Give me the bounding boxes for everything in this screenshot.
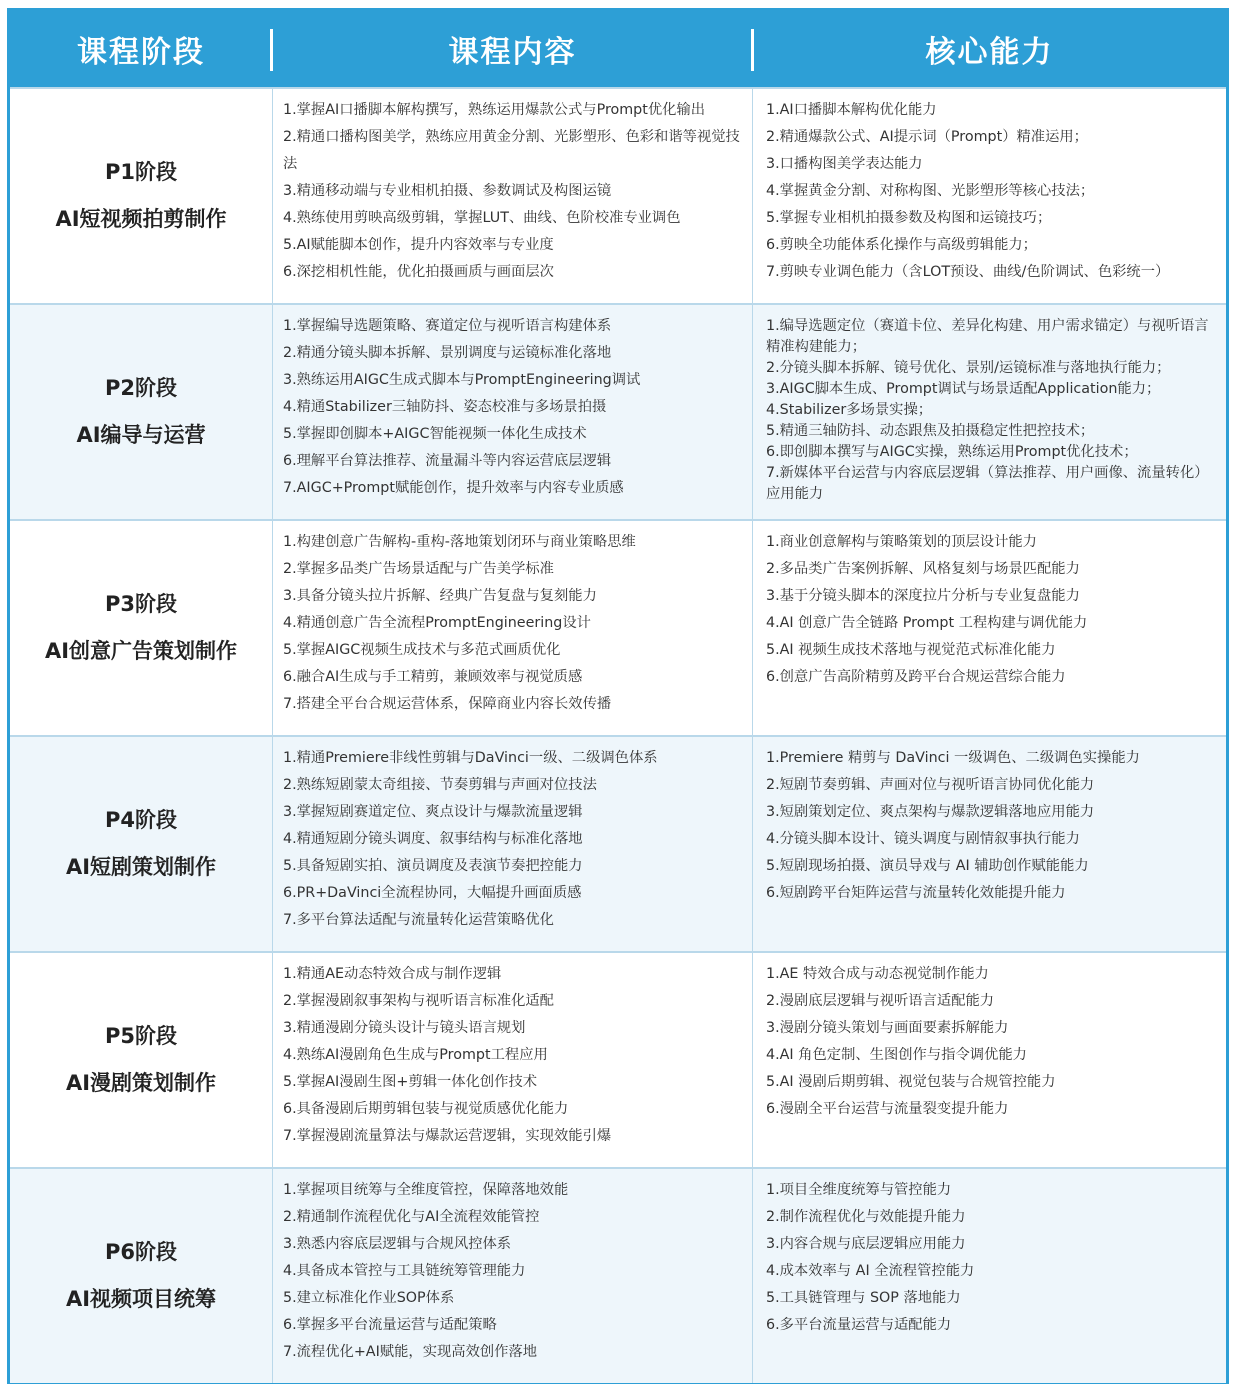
content-cell [272,305,753,519]
content-item: 5.AI赋能脚本创作，提升内容效率与专业度 [283,237,554,253]
content-cell [272,521,753,735]
ability-item: 5.工具链管理与 SOP 落地能力 [766,1290,961,1306]
content-item: 1.构建创意广告解构-重构-落地策划闭环与商业策略思维 [283,534,636,550]
ability-item: 1.AE 特效合成与动态视觉制作能力 [766,966,989,982]
ability-item: 3.基于分镜头脚本的深度拉片分析与专业复盘能力 [766,588,1080,604]
content-item: 2.熟练短剧蒙太奇组接、节奏剪辑与声画对位技法 [283,777,597,793]
stage-code: P5阶段 [104,1024,177,1048]
content-item: 2.精通口播构图美学，熟练应用黄金分割、光影塑形、色彩和谐等视觉技法 [283,129,740,172]
table-row [10,303,1226,519]
stage-cell [10,953,273,1167]
content-item: 7.AIGC+Prompt赋能创作，提升效率与内容专业质感 [283,480,624,496]
content-item: 3.掌握短剧赛道定位、爽点设计与爆款流量逻辑 [283,804,583,820]
ability-item: 6.剪映全功能体系化操作与高级剪辑能力； [766,237,1037,253]
content-item: 7.流程优化+AI赋能，实现高效创作落地 [283,1344,538,1360]
ability-cell [753,1169,1226,1383]
ability-item: 4.AI 创意广告全链路 Prompt 工程构建与调优能力 [766,615,1088,631]
content-item: 2.精通分镜头脚本拆解、景别调度与运镜标准化落地 [283,345,612,361]
content-item: 5.建立标准化作业SOP体系 [283,1290,455,1306]
ability-cell [753,521,1226,735]
stage-name: AI漫剧策划制作 [65,1071,217,1095]
ability-item: 1.项目全维度统筹与管控能力 [766,1182,952,1198]
table-row [10,735,1226,951]
ability-cell [753,89,1226,303]
table-row [10,87,1226,303]
ability-item: 5.AI 漫剧后期剪辑、视觉包装与合规管控能力 [766,1074,1056,1090]
content-item: 4.精通Stabilizer三轴防抖、姿态校准与多场景拍摄 [283,399,607,415]
ability-item: 7.剪映专业调色能力（含LOT预设、曲线/色阶调试、色彩统一） [766,264,1170,280]
ability-cell [753,953,1226,1167]
ability-item: 3.口播构图美学表达能力 [766,156,923,172]
content-item: 1.精通Premiere非线性剪辑与DaVinci一级、二级调色体系 [283,750,658,766]
content-item: 5.掌握AIGC视频生成技术与多范式画质优化 [283,642,561,658]
stage-code: P1阶段 [104,160,177,184]
stage-name: AI短剧策划制作 [65,855,217,879]
content-item: 1.精通AE动态特效合成与制作逻辑 [283,966,502,982]
stage-cell [10,89,273,303]
table-row [10,1167,1226,1383]
ability-item: 5.精通三轴防抖、动态跟焦及拍摄稳定性把控技术； [766,423,1095,439]
content-item: 5.具备短剧实拍、演员调度及表演节奏把控能力 [283,858,583,874]
content-item: 3.熟练运用AIGC生成式脚本与PromptEngineering调试 [283,372,641,388]
content-item: 7.多平台算法适配与流量转化运营策略优化 [283,912,554,928]
ability-item: 5.掌握专业相机拍摄参数及构图和运镜技巧； [766,210,1052,226]
stage-name: AI创意广告策划制作 [44,639,238,663]
stage-code: P3阶段 [104,592,177,616]
content-item: 1.掌握编导选题策略、赛道定位与视听语言构建体系 [283,318,612,334]
content-cell [272,1169,753,1383]
stage-code: P2阶段 [104,376,177,400]
content-item: 6.掌握多平台流量运营与适配策略 [283,1317,497,1333]
ability-item: 2.多品类广告案例拆解、风格复刻与场景匹配能力 [766,561,1080,577]
content-item: 4.熟练AI漫剧角色生成与Prompt工程应用 [283,1047,548,1063]
content-item: 4.精通短剧分镜头调度、叙事结构与标准化落地 [283,831,583,847]
ability-item: 6.漫剧全平台运营与流量裂变提升能力 [766,1101,1009,1117]
ability-item: 2.精通爆款公式、AI提示词（Prompt）精准运用； [766,129,1088,145]
ability-item: 2.短剧节奏剪辑、声画对位与视听语言协同优化能力 [766,777,1095,793]
ability-item: 4.掌握黄金分割、对称构图、光影塑形等核心技法； [766,183,1095,199]
content-item: 3.精通漫剧分镜头设计与镜头语言规划 [283,1020,526,1036]
content-item: 3.精通移动端与专业相机拍摄、参数调试及构图运镜 [283,183,612,199]
ability-item: 3.AIGC脚本生成、Prompt调试与场景适配Application能力； [766,381,1161,397]
content-item: 1.掌握项目统筹与全维度管控，保障落地效能 [283,1182,569,1198]
content-item: 7.掌握漫剧流量算法与爆款运营逻辑，实现效能引爆 [283,1128,612,1144]
content-item: 3.熟悉内容底层逻辑与合规风控体系 [283,1236,512,1252]
ability-item: 2.分镜头脚本拆解、镜号优化、景别/运镜标准与落地执行能力； [766,360,1171,376]
ability-item: 4.Stabilizer多场景实操； [766,402,933,418]
ability-item: 6.短剧跨平台矩阵运营与流量转化效能提升能力 [766,885,1066,901]
content-item: 5.掌握AI漫剧生图+剪辑一体化创作技术 [283,1074,538,1090]
stage-name: AI编导与运营 [76,423,206,447]
table-row [10,951,1226,1167]
ability-item: 6.多平台流量运营与适配能力 [766,1317,952,1333]
content-item: 4.精通创意广告全流程PromptEngineering设计 [283,615,591,631]
content-item: 6.深挖相机性能，优化拍摄画质与画面层次 [283,264,554,280]
table-header [10,11,1226,87]
content-item: 1.掌握AI口播脚本解构撰写，熟练运用爆款公式与Prompt优化输出 [283,102,706,118]
content-item: 5.掌握即创脚本+AIGC智能视频一体化生成技术 [283,426,587,442]
stage-cell [10,305,273,519]
curriculum-table [7,8,1229,1384]
ability-item: 1.AI口播脚本解构优化能力 [766,102,937,118]
ability-item: 4.AI 角色定制、生图创作与指令调优能力 [766,1047,1027,1063]
ability-item: 1.商业创意解构与策略策划的顶层设计能力 [766,534,1037,550]
content-item: 6.融合AI生成与手工精剪，兼顾效率与视觉质感 [283,669,583,685]
content-item: 3.具备分镜头拉片拆解、经典广告复盘与复刻能力 [283,588,597,604]
content-cell [272,737,753,951]
content-item: 6.具备漫剧后期剪辑包装与视觉质感优化能力 [283,1101,569,1117]
content-item: 4.熟练使用剪映高级剪辑，掌握LUT、曲线、色阶校准专业调色 [283,210,681,226]
content-cell [272,953,753,1167]
stage-name: AI短视频拍剪制作 [55,207,227,231]
ability-item: 1.Premiere 精剪与 DaVinci 一级调色、二级调色实操能力 [766,750,1140,766]
header-ability: 核心能力 [925,35,1054,70]
header-content: 课程内容 [448,35,577,70]
content-item: 2.掌握漫剧叙事架构与视听语言标准化适配 [283,993,554,1009]
header-stage: 课程阶段 [77,35,205,70]
stage-cell [10,737,273,951]
content-item: 7.搭建全平台合规运营体系，保障商业内容长效传播 [283,696,612,712]
content-cell [272,89,753,303]
ability-item: 2.漫剧底层逻辑与视听语言适配能力 [766,993,995,1009]
content-item: 2.精通制作流程优化与AI全流程效能管控 [283,1209,540,1225]
content-item: 4.具备成本管控与工具链统筹管理能力 [283,1263,526,1279]
ability-cell [753,737,1226,951]
ability-cell [753,305,1226,519]
ability-item: 5.AI 视频生成技术落地与视觉范式标准化能力 [766,642,1056,658]
table-row [10,519,1226,735]
ability-item: 3.短剧策划定位、爽点架构与爆款逻辑落地应用能力 [766,804,1095,820]
stage-code: P6阶段 [104,1240,177,1264]
ability-item: 4.分镜头脚本设计、镜头调度与剧情叙事执行能力 [766,831,1080,847]
ability-item: 3.漫剧分镜头策划与画面要素拆解能力 [766,1020,1009,1036]
stage-code: P4阶段 [104,808,177,832]
ability-item: 3.内容合规与底层逻辑应用能力 [766,1236,966,1252]
content-item: 2.掌握多品类广告场景适配与广告美学标准 [283,561,554,577]
ability-item: 6.创意广告高阶精剪及跨平台合规运营综合能力 [766,669,1066,685]
ability-item: 6.即创脚本撰写与AIGC实操，熟练运用Prompt优化技术； [766,444,1138,460]
stage-cell [10,521,273,735]
ability-item: 5.短剧现场拍摄、演员导戏与 AI 辅助创作赋能能力 [766,858,1089,874]
ability-item: 1.编导选题定位（赛道卡位、差异化构建、用户需求锚定）与视听语言精准构建能力； [766,318,1209,355]
stage-name: AI视频项目统筹 [65,1287,217,1311]
stage-cell [10,1169,273,1383]
content-item: 6.PR+DaVinci全流程协同，大幅提升画面质感 [283,885,582,901]
ability-item: 4.成本效率与 AI 全流程管控能力 [766,1263,975,1279]
content-item: 6.理解平台算法推荐、流量漏斗等内容运营底层逻辑 [283,453,612,469]
ability-item: 2.制作流程优化与效能提升能力 [766,1209,966,1225]
ability-item: 7.新媒体平台运营与内容底层逻辑（算法推荐、用户画像、流量转化）应用能力 [766,465,1209,502]
